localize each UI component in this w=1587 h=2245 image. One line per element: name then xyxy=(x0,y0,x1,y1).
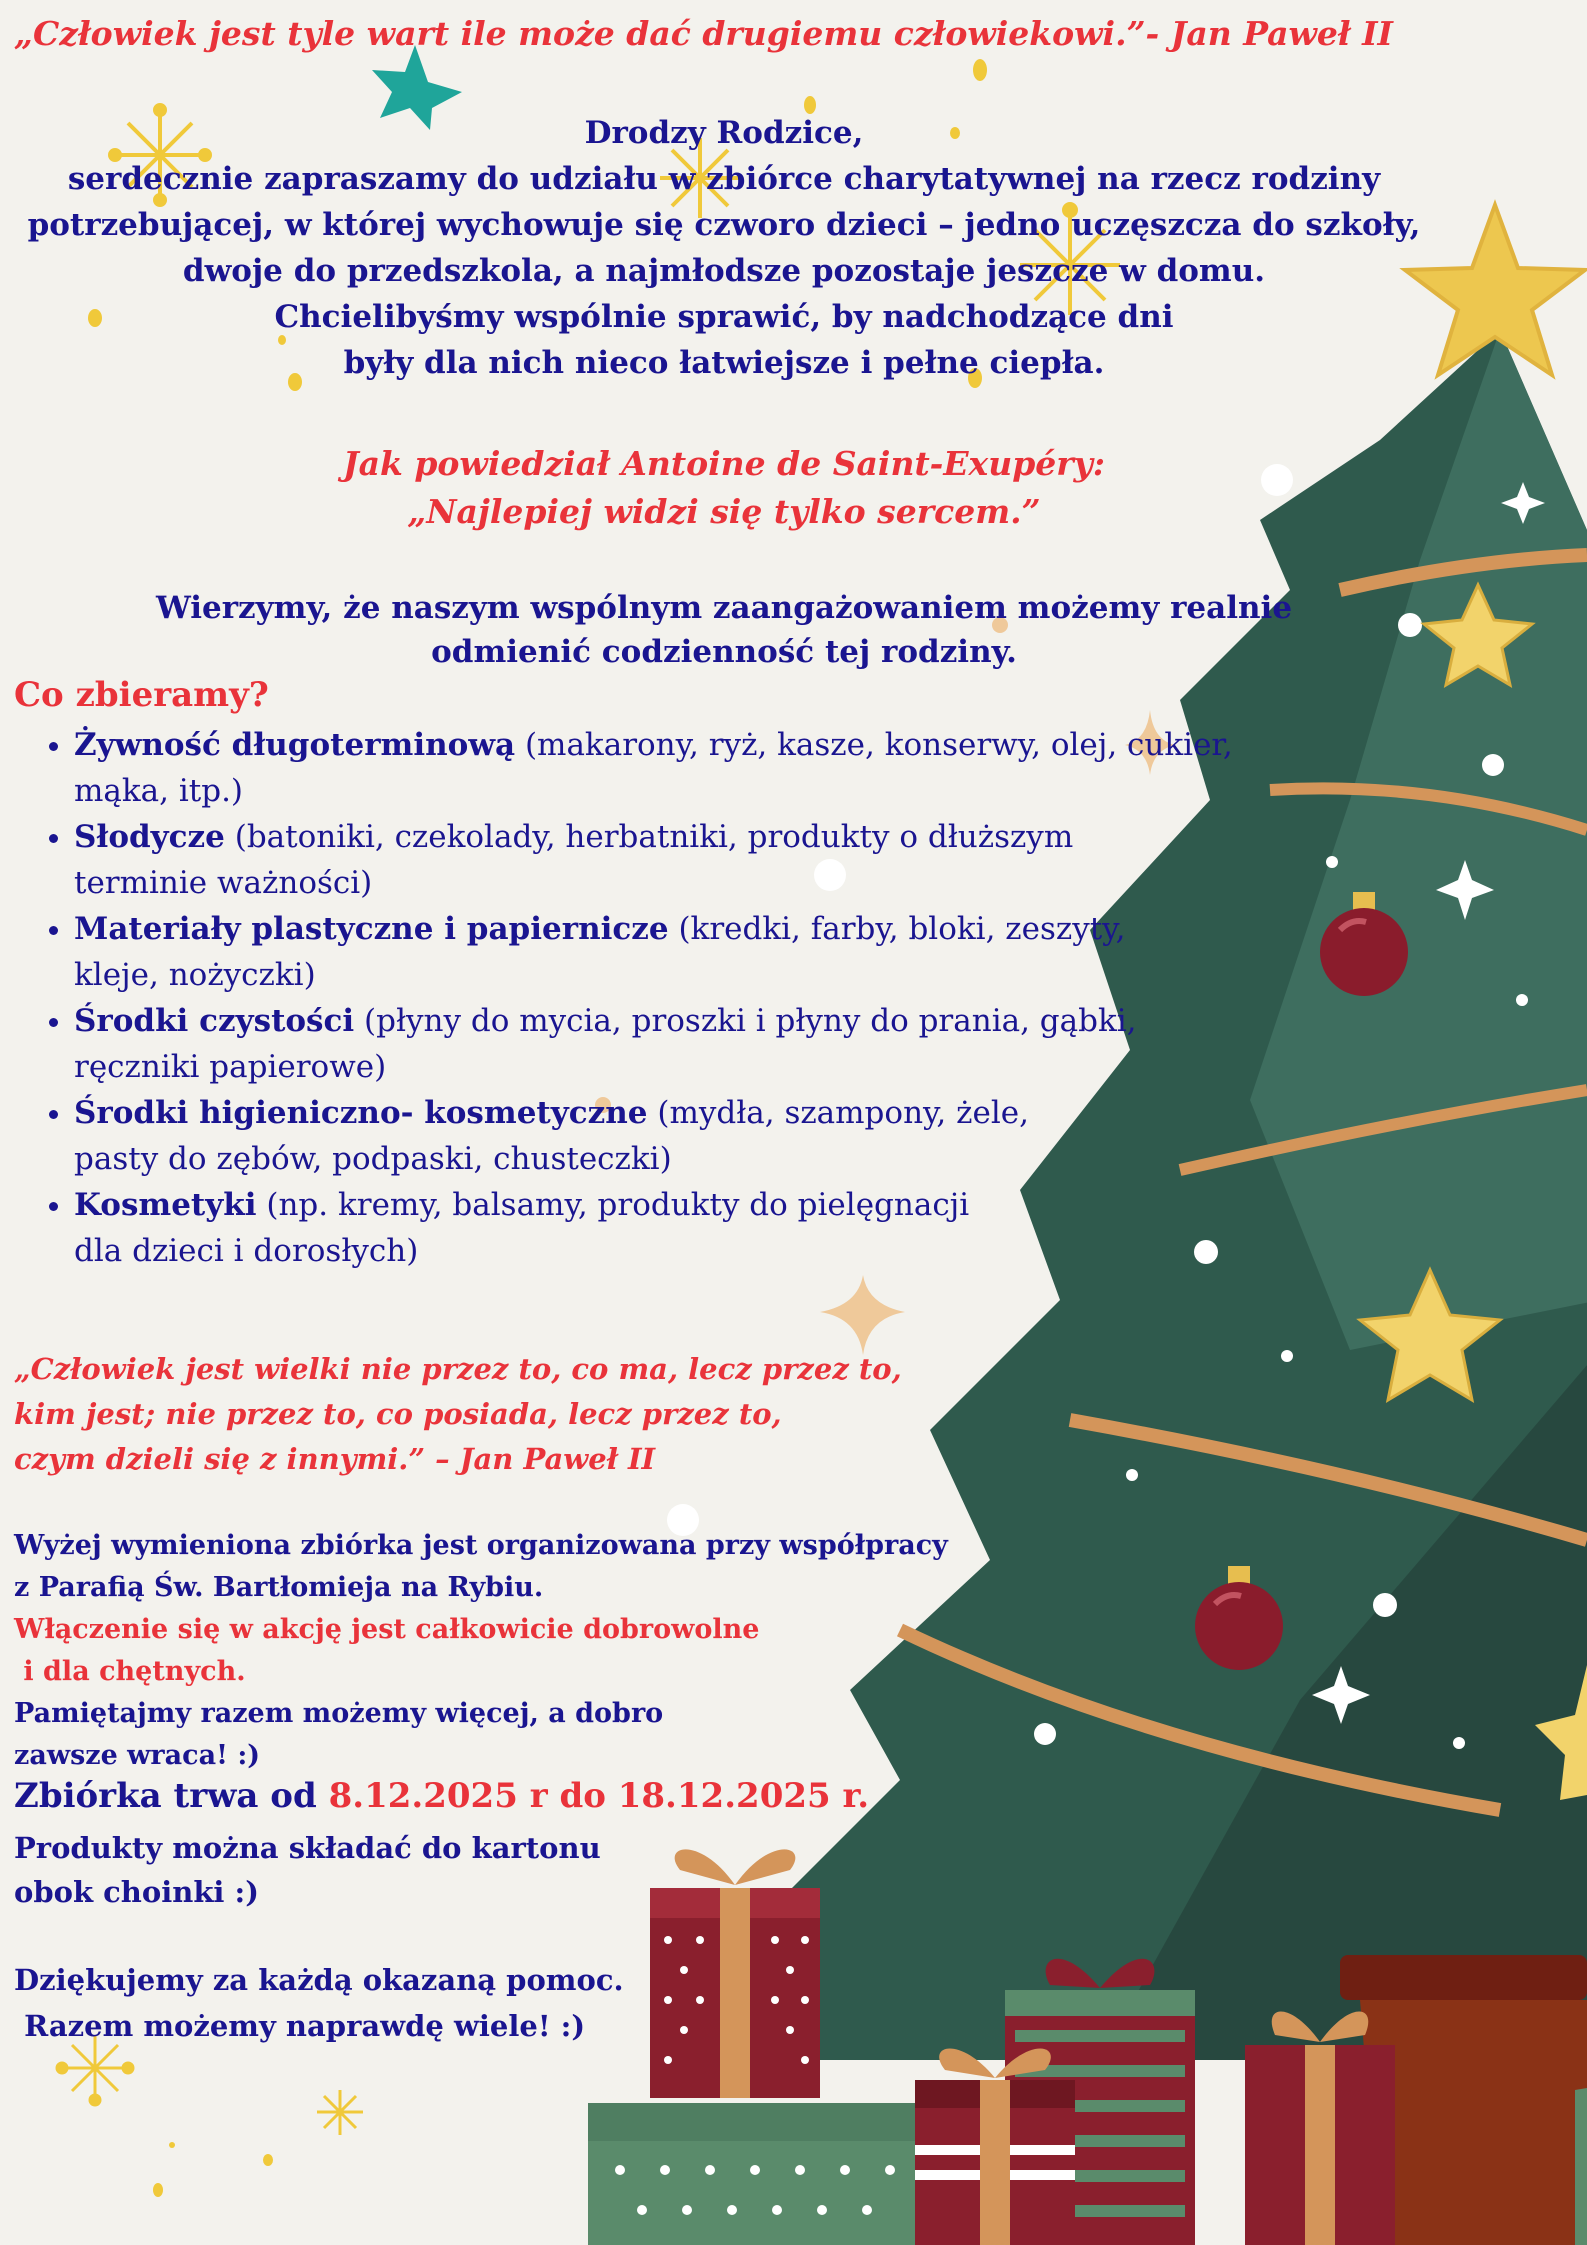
belief-line: odmienić codzienność tej rodziny. xyxy=(431,634,1017,670)
drop-off-block xyxy=(14,1826,601,1914)
item-desc: (kredki, farby, bloki, zeszyty, xyxy=(668,911,1126,947)
remember-line: Pamiętajmy razem możemy więcej, a dobro xyxy=(14,1698,664,1729)
quote-exupery-line: „Najlepiej widzi się tylko sercem.” xyxy=(407,492,1041,531)
list-item xyxy=(74,1182,1254,1274)
item-desc: ręczniki papierowe) xyxy=(74,1049,387,1085)
quote-bottom xyxy=(14,1347,902,1482)
quote-exupery xyxy=(0,440,1448,536)
quote-exupery-line: Jak powiedział Antoine de Saint-Exupéry: xyxy=(342,444,1106,483)
greeting: Drodzy Rodzice, xyxy=(584,115,864,151)
drop-off-line: Produkty można składać do kartonu xyxy=(14,1831,601,1865)
item-desc: (batoniki, czekolady, herbatniki, produkty o dłuższym xyxy=(224,819,1074,855)
item-title: Środki czystości xyxy=(74,1003,355,1039)
belief-block xyxy=(0,586,1448,674)
date-end: 18.12.2025 r. xyxy=(617,1776,870,1816)
thanks-line: Dziękujemy za każdą okazaną pomoc. xyxy=(14,1963,624,1997)
item-desc: (płyny do mycia, proszki i płyny do prania, gąbki, xyxy=(354,1003,1137,1039)
intro-line: potrzebującej, w której wychowuje się czworo dzieci – jedno uczęszcza do szkoły, xyxy=(27,207,1421,243)
gift-box-icon xyxy=(1245,2011,1395,2245)
dates-line xyxy=(14,1776,869,1816)
intro-line: serdecznie zapraszamy do udziału w zbiórce charytatywnej na rzecz rodziny xyxy=(67,161,1381,197)
intro-line: Chcielibyśmy wspólnie sprawić, by nadchodzące dni xyxy=(274,299,1174,335)
item-desc: (makarony, ryż, kasze, konserwy, olej, cukier, xyxy=(515,727,1233,763)
gift-box-icon xyxy=(588,2103,923,2245)
quote-bottom-line: kim jest; nie przez to, co posiada, lecz przez to, xyxy=(14,1397,782,1431)
item-desc: (np. kremy, balsamy, produkty do pielęgnacji xyxy=(256,1187,970,1223)
collect-heading: Co zbieramy? xyxy=(14,675,269,715)
item-desc: pasty do zębów, podpaski, chusteczki) xyxy=(74,1141,672,1177)
item-desc: mąka, itp.) xyxy=(74,773,244,809)
list-item xyxy=(74,1090,1254,1182)
intro-line: były dla nich nieco łatwiejsze i pełne ciepła. xyxy=(343,345,1105,381)
collect-list xyxy=(28,722,1254,1274)
quote-bottom-line: „Człowiek jest wielki nie przez to, co ma, lecz przez to, xyxy=(14,1352,902,1386)
voluntary-line: Włączenie się w akcję jest całkowicie dobrowolne xyxy=(14,1614,760,1645)
intro-block xyxy=(0,110,1448,386)
item-desc: kleje, nożyczki) xyxy=(74,957,316,993)
info-line: Wyżej wymieniona zbiórka jest organizowana przy współpracy xyxy=(14,1530,948,1561)
item-desc: terminie ważności) xyxy=(74,865,373,901)
quote-bottom-line: czym dzieli się z innymi.” – Jan Paweł II xyxy=(14,1442,656,1476)
list-item xyxy=(74,998,1254,1090)
drop-off-line: obok choinki :) xyxy=(14,1875,259,1909)
sparkle-icon xyxy=(317,2090,363,2135)
thanks-line: Razem możemy naprawdę wiele! :) xyxy=(14,2009,586,2043)
item-title: Słodycze xyxy=(74,819,225,855)
item-title: Żywność długoterminową xyxy=(74,727,516,763)
thanks-block xyxy=(14,1957,624,2049)
list-item xyxy=(74,906,1254,998)
info-block xyxy=(14,1525,948,1777)
item-title: Kosmetyki xyxy=(74,1187,257,1223)
item-desc: dla dzieci i dorosłych) xyxy=(74,1233,419,1269)
quote-top: „Człowiek jest tyle wart ile może dać drugiemu człowiekowi.”- Jan Paweł II xyxy=(14,14,1393,53)
dates-prefix: Zbiórka trwa od xyxy=(14,1776,329,1816)
list-item xyxy=(74,722,1254,814)
info-line: z Parafią Św. Bartłomieja na Rybiu. xyxy=(14,1572,544,1603)
item-title: Materiały plastyczne i papiernicze xyxy=(74,911,669,947)
list-item xyxy=(74,814,1254,906)
remember-line: zawsze wraca! :) xyxy=(14,1740,261,1771)
voluntary-line: i dla chętnych. xyxy=(14,1656,246,1687)
dates-middle: do xyxy=(547,1776,618,1816)
item-title: Środki higieniczno- kosmetyczne xyxy=(74,1095,648,1131)
belief-line: Wierzymy, że naszym wspólnym zaangażowaniem możemy realnie xyxy=(155,590,1293,626)
intro-line: dwoje do przedszkola, a najmłodsze pozostaje jeszcze w domu. xyxy=(182,253,1266,289)
item-desc: (mydła, szampony, żele, xyxy=(647,1095,1029,1131)
date-start: 8.12.2025 r xyxy=(328,1776,548,1816)
